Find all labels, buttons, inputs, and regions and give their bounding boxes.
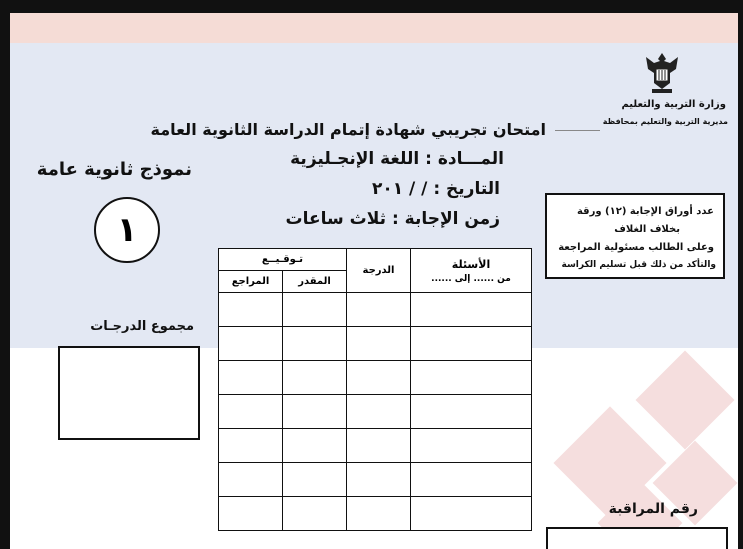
- total-box-lower[interactable]: [58, 392, 200, 440]
- model-number-circle: [94, 197, 160, 263]
- reviewer-header: المراجع: [219, 271, 283, 293]
- proctor-number-box[interactable]: [546, 527, 728, 549]
- table-cell[interactable]: [283, 463, 347, 497]
- signature-header: تـوقـيــع: [219, 249, 347, 271]
- table-cell[interactable]: [283, 327, 347, 361]
- table-cell[interactable]: [347, 395, 411, 429]
- model-label: نموذج ثانوية عامة: [36, 159, 192, 180]
- table-cell[interactable]: [347, 497, 411, 531]
- directorate-line: [555, 130, 600, 131]
- table-cell[interactable]: [411, 327, 532, 361]
- table-cell[interactable]: [411, 361, 532, 395]
- table-cell[interactable]: [219, 463, 283, 497]
- total-label: مجموع الدرجـات: [90, 319, 194, 334]
- table-cell[interactable]: [411, 293, 532, 327]
- questions-header: الأسئلة: [451, 257, 491, 271]
- notice-line-2: بخلاف الغلاف: [614, 224, 680, 235]
- table-row: [219, 293, 532, 327]
- table-cell[interactable]: [347, 429, 411, 463]
- table-cell[interactable]: [411, 463, 532, 497]
- questions-header-cell: [411, 249, 532, 293]
- table-row: [219, 497, 532, 531]
- proctor-label: رقم المراقبة: [608, 501, 698, 517]
- table-cell[interactable]: [347, 293, 411, 327]
- notice-line-1: عدد أوراق الإجابة (١٢) ورقة: [576, 206, 714, 217]
- exam-subject: المـــادة : اللغة الإنجـليزية: [290, 149, 504, 169]
- table-cell[interactable]: [283, 293, 347, 327]
- ministry-name: وزارة التربية والتعليم: [621, 99, 726, 110]
- table-row: [219, 327, 532, 361]
- table-cell[interactable]: [219, 327, 283, 361]
- table-row: [219, 395, 532, 429]
- table-cell[interactable]: [347, 463, 411, 497]
- exam-title: امتحان تجريبي شهادة إتمام الدراسة الثانوية العامة: [150, 120, 546, 139]
- table-row: [219, 429, 532, 463]
- table-cell[interactable]: [411, 429, 532, 463]
- table-row: [219, 463, 532, 497]
- exam-date: التاريخ : / / ٢٠١: [372, 179, 500, 199]
- table-cell[interactable]: [411, 497, 532, 531]
- table-row: [219, 361, 532, 395]
- model-number: ١: [116, 210, 138, 250]
- table-cell[interactable]: [219, 361, 283, 395]
- egypt-eagle-icon: [643, 51, 681, 95]
- table-cell[interactable]: [283, 497, 347, 531]
- notice-line-3: وعلى الطالب مسئولية المراجعة: [558, 242, 714, 253]
- questions-range: من ...... إلى ......: [431, 273, 511, 284]
- table-cell[interactable]: [219, 293, 283, 327]
- directorate-name: مديرية التربية والتعليم بمحافظة: [602, 117, 728, 126]
- table-cell[interactable]: [219, 429, 283, 463]
- table-cell[interactable]: [283, 361, 347, 395]
- notice-line-4: والتأكد من ذلك قبل تسليم الكراسة: [561, 260, 716, 270]
- table-cell[interactable]: [411, 395, 532, 429]
- grade-header: الدرجة: [347, 249, 411, 293]
- grades-table: [218, 248, 532, 531]
- table-cell[interactable]: [283, 429, 347, 463]
- assessor-header: المقدر: [283, 271, 347, 293]
- table-cell[interactable]: [219, 395, 283, 429]
- table-cell[interactable]: [219, 497, 283, 531]
- top-pink-band: [10, 13, 738, 43]
- exam-duration: زمن الإجابة : ثلاث ساعات: [285, 209, 500, 229]
- table-cell[interactable]: [347, 327, 411, 361]
- exam-cover-page: [10, 13, 738, 549]
- table-cell[interactable]: [283, 395, 347, 429]
- total-box-upper[interactable]: [58, 346, 200, 396]
- table-cell[interactable]: [347, 361, 411, 395]
